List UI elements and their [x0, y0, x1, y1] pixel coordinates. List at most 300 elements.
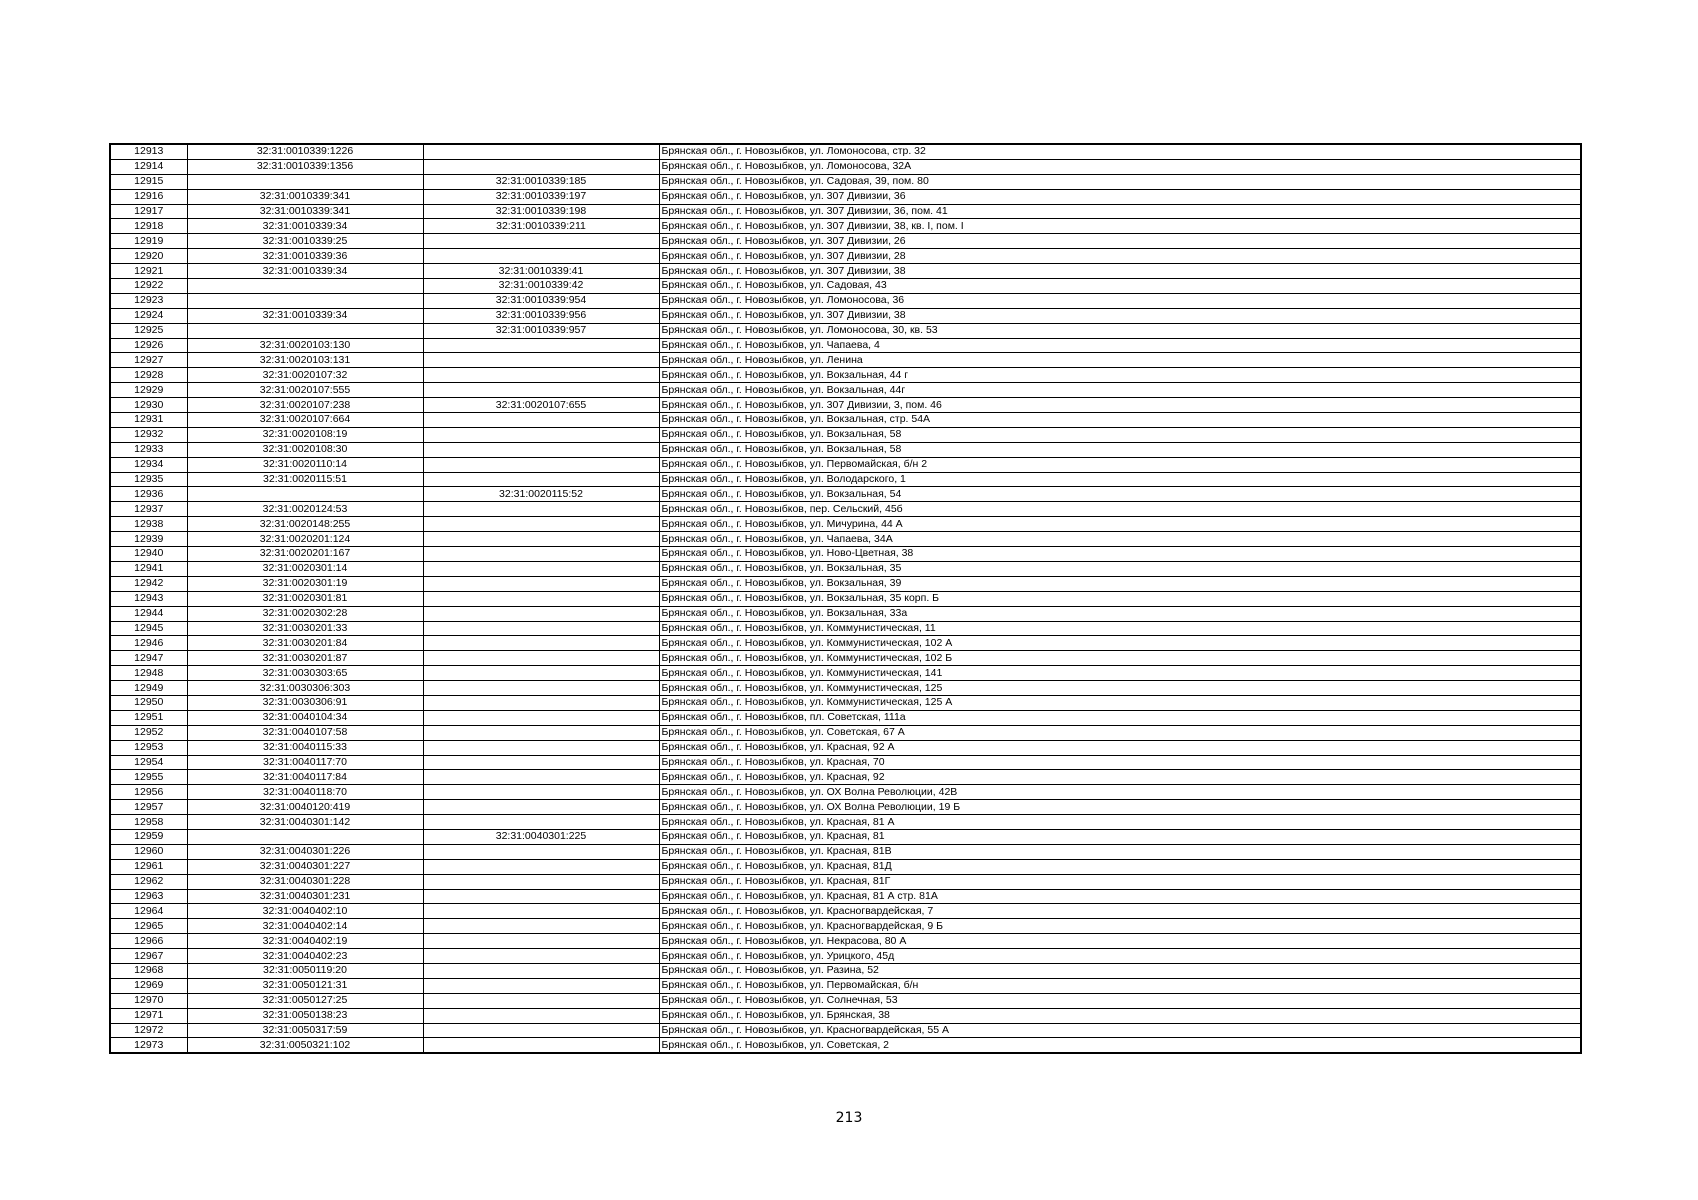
cadastral-number-cell: [423, 859, 659, 874]
address-cell: Брянская обл., г. Новозыбков, ул. Володарского, 1: [659, 472, 1581, 487]
address-cell: Брянская обл., г. Новозыбков, ул. Коммунистическая, 11: [659, 621, 1581, 636]
table-row: [110, 442, 1581, 457]
parent-cadastral-number-cell: [187, 487, 423, 502]
table-row: [110, 695, 1581, 710]
parent-cadastral-number-cell: 32:31:0020301:81: [187, 591, 423, 606]
cadastral-number-cell: [423, 576, 659, 591]
row-number-cell: 12934: [110, 457, 187, 472]
table-row: [110, 532, 1581, 547]
address-cell: Брянская обл., г. Новозыбков, ул. Вокзальная, 39: [659, 576, 1581, 591]
address-cell: Брянская обл., г. Новозыбков, ул. Красная, 92: [659, 770, 1581, 785]
row-number-cell: 12925: [110, 323, 187, 338]
table-row: [110, 829, 1581, 844]
cadastral-number-cell: [423, 368, 659, 383]
address-cell: Брянская обл., г. Новозыбков, ул. Красная, 81: [659, 829, 1581, 844]
address-cell: Брянская обл., г. Новозыбков, ул. Советская, 2: [659, 1038, 1581, 1053]
row-number-cell: 12946: [110, 636, 187, 651]
table-row: [110, 413, 1581, 428]
row-number-cell: 12950: [110, 695, 187, 710]
address-cell: Брянская обл., г. Новозыбков, ул. Вокзальная, 58: [659, 427, 1581, 442]
row-number-cell: 12938: [110, 517, 187, 532]
parent-cadastral-number-cell: 32:31:0040402:23: [187, 949, 423, 964]
row-number-cell: 12965: [110, 919, 187, 934]
row-number-cell: 12957: [110, 800, 187, 815]
row-number-cell: 12926: [110, 338, 187, 353]
table-row: [110, 770, 1581, 785]
cadastral-number-cell: [423, 904, 659, 919]
cadastral-number-cell: [423, 949, 659, 964]
parent-cadastral-number-cell: 32:31:0040301:228: [187, 874, 423, 889]
row-number-cell: 12935: [110, 472, 187, 487]
cadastral-number-cell: [423, 755, 659, 770]
cadastral-number-cell: [423, 442, 659, 457]
address-cell: Брянская обл., г. Новозыбков, пл. Советская, 111а: [659, 710, 1581, 725]
table-row: [110, 472, 1581, 487]
table-row: [110, 963, 1581, 978]
address-cell: Брянская обл., г. Новозыбков, ул. Садовая, 43: [659, 279, 1581, 294]
table-row: [110, 487, 1581, 502]
parent-cadastral-number-cell: 32:31:0010339:25: [187, 234, 423, 249]
parent-cadastral-number-cell: 32:31:0020103:131: [187, 353, 423, 368]
parent-cadastral-number-cell: 32:31:0020302:28: [187, 606, 423, 621]
row-number-cell: 12955: [110, 770, 187, 785]
address-cell: Брянская обл., г. Новозыбков, ул. 307 Дивизии, 36, пом. 41: [659, 204, 1581, 219]
cadastral-number-cell: 32:31:0010339:211: [423, 219, 659, 234]
cadastral-number-cell: [423, 1023, 659, 1038]
address-cell: Брянская обл., г. Новозыбков, ул. Коммунистическая, 125: [659, 681, 1581, 696]
cadastral-number-cell: [423, 517, 659, 532]
address-cell: Брянская обл., г. Новозыбков, ул. Ломоносова, 30, кв. 53: [659, 323, 1581, 338]
table-row: [110, 502, 1581, 517]
address-cell: Брянская обл., г. Новозыбков, ул. Вокзальная, 35: [659, 561, 1581, 576]
parent-cadastral-number-cell: 32:31:0020115:51: [187, 472, 423, 487]
parent-cadastral-number-cell: 32:31:0030201:84: [187, 636, 423, 651]
cadastral-number-cell: [423, 844, 659, 859]
address-cell: Брянская обл., г. Новозыбков, ул. 307 Дивизии, 38, кв. I, пом. I: [659, 219, 1581, 234]
table-row: [110, 1038, 1581, 1053]
cadastral-number-cell: [423, 770, 659, 785]
row-number-cell: 12943: [110, 591, 187, 606]
cadastral-number-cell: [423, 934, 659, 949]
parent-cadastral-number-cell: 32:31:0040117:70: [187, 755, 423, 770]
address-cell: Брянская обл., г. Новозыбков, ул. Первомайская, б/н 2: [659, 457, 1581, 472]
parent-cadastral-number-cell: 32:31:0050321:102: [187, 1038, 423, 1053]
table-row: [110, 889, 1581, 904]
address-cell: Брянская обл., г. Новозыбков, ул. Коммунистическая, 102 Б: [659, 651, 1581, 666]
address-cell: Брянская обл., г. Новозыбков, пер. Сельский, 45б: [659, 502, 1581, 517]
parent-cadastral-number-cell: 32:31:0010339:34: [187, 308, 423, 323]
parent-cadastral-number-cell: 32:31:0040402:10: [187, 904, 423, 919]
row-number-cell: 12932: [110, 427, 187, 442]
address-cell: Брянская обл., г. Новозыбков, ул. Вокзальная, 44г: [659, 383, 1581, 398]
row-number-cell: 12928: [110, 368, 187, 383]
table-row: [110, 740, 1581, 755]
table-row: [110, 234, 1581, 249]
address-cell: Брянская обл., г. Новозыбков, ул. Красная, 81Д: [659, 859, 1581, 874]
table-row: [110, 636, 1581, 651]
row-number-cell: 12949: [110, 681, 187, 696]
parent-cadastral-number-cell: [187, 829, 423, 844]
row-number-cell: 12941: [110, 561, 187, 576]
cadastral-number-cell: [423, 889, 659, 904]
row-number-cell: 12942: [110, 576, 187, 591]
address-cell: Брянская обл., г. Новозыбков, ул. Красная, 81 А стр. 81А: [659, 889, 1581, 904]
cadastral-number-cell: [423, 874, 659, 889]
table-row: [110, 666, 1581, 681]
cadastral-number-cell: [423, 457, 659, 472]
address-cell: Брянская обл., г. Новозыбков, ул. Красногвардейская, 9 Б: [659, 919, 1581, 934]
parent-cadastral-number-cell: 32:31:0040115:33: [187, 740, 423, 755]
parent-cadastral-number-cell: 32:31:0040120:419: [187, 800, 423, 815]
row-number-cell: 12971: [110, 1008, 187, 1023]
address-cell: Брянская обл., г. Новозыбков, ул. Коммунистическая, 125 А: [659, 695, 1581, 710]
cadastral-number-cell: 32:31:0010339:954: [423, 293, 659, 308]
row-number-cell: 12930: [110, 398, 187, 413]
parent-cadastral-number-cell: 32:31:0010339:1226: [187, 144, 423, 159]
cadastral-number-cell: [423, 591, 659, 606]
row-number-cell: 12913: [110, 144, 187, 159]
address-cell: Брянская обл., г. Новозыбков, ул. Ново-Цветная, 38: [659, 547, 1581, 562]
address-cell: Брянская обл., г. Новозыбков, ул. Ленина: [659, 353, 1581, 368]
row-number-cell: 12962: [110, 874, 187, 889]
address-cell: Брянская обл., г. Новозыбков, ул. 307 Дивизии, 28: [659, 249, 1581, 264]
row-number-cell: 12953: [110, 740, 187, 755]
cadastral-number-cell: [423, 1038, 659, 1053]
cadastral-number-cell: 32:31:0010339:197: [423, 189, 659, 204]
row-number-cell: 12939: [110, 532, 187, 547]
cadastral-number-cell: [423, 383, 659, 398]
address-cell: Брянская обл., г. Новозыбков, ул. 307 Дивизии, 3, пом. 46: [659, 398, 1581, 413]
address-cell: Брянская обл., г. Новозыбков, ул. Коммунистическая, 141: [659, 666, 1581, 681]
cadastral-number-cell: [423, 144, 659, 159]
row-number-cell: 12915: [110, 174, 187, 189]
cadastral-number-cell: [423, 532, 659, 547]
table-row: [110, 621, 1581, 636]
table-row: [110, 755, 1581, 770]
cadastral-number-cell: [423, 993, 659, 1008]
address-cell: Брянская обл., г. Новозыбков, ул. Красная, 81В: [659, 844, 1581, 859]
table-row: [110, 710, 1581, 725]
cadastral-number-cell: [423, 919, 659, 934]
table-row: [110, 338, 1581, 353]
table-row: [110, 249, 1581, 264]
parent-cadastral-number-cell: 32:31:0040301:142: [187, 815, 423, 830]
cadastral-number-cell: [423, 725, 659, 740]
cadastral-number-cell: [423, 651, 659, 666]
address-cell: Брянская обл., г. Новозыбков, ул. Вокзальная, 35 корп. Б: [659, 591, 1581, 606]
address-cell: Брянская обл., г. Новозыбков, ул. 307 Дивизии, 26: [659, 234, 1581, 249]
address-cell: Брянская обл., г. Новозыбков, ул. 307 Дивизии, 38: [659, 264, 1581, 279]
row-number-cell: 12959: [110, 829, 187, 844]
table-row: [110, 279, 1581, 294]
table-body: [110, 144, 1581, 1053]
parent-cadastral-number-cell: 32:31:0050138:23: [187, 1008, 423, 1023]
row-number-cell: 12933: [110, 442, 187, 457]
table-row: [110, 651, 1581, 666]
row-number-cell: 12936: [110, 487, 187, 502]
page-number: 213: [835, 1110, 863, 1126]
cadastral-number-cell: 32:31:0010339:198: [423, 204, 659, 219]
row-number-cell: 12929: [110, 383, 187, 398]
parent-cadastral-number-cell: 32:31:0040107:58: [187, 725, 423, 740]
table-row: [110, 591, 1581, 606]
parent-cadastral-number-cell: 32:31:0020301:19: [187, 576, 423, 591]
table-row: [110, 904, 1581, 919]
cadastral-number-cell: [423, 159, 659, 174]
address-cell: Брянская обл., г. Новозыбков, ул. Красная, 81 А: [659, 815, 1581, 830]
parent-cadastral-number-cell: 32:31:0040301:227: [187, 859, 423, 874]
address-cell: Брянская обл., г. Новозыбков, ул. Вокзальная, 58: [659, 442, 1581, 457]
address-cell: Брянская обл., г. Новозыбков, ул. Вокзальная, 33а: [659, 606, 1581, 621]
cadastral-number-cell: [423, 561, 659, 576]
table-row: [110, 844, 1581, 859]
row-number-cell: 12937: [110, 502, 187, 517]
row-number-cell: 12944: [110, 606, 187, 621]
cadastral-number-cell: [423, 710, 659, 725]
table-row: [110, 517, 1581, 532]
row-number-cell: 12921: [110, 264, 187, 279]
parent-cadastral-number-cell: 32:31:0040402:14: [187, 919, 423, 934]
parent-cadastral-number-cell: 32:31:0030306:303: [187, 681, 423, 696]
address-cell: Брянская обл., г. Новозыбков, ул. Красногвардейская, 55 А: [659, 1023, 1581, 1038]
row-number-cell: 12958: [110, 815, 187, 830]
row-number-cell: 12966: [110, 934, 187, 949]
table-row: [110, 978, 1581, 993]
parent-cadastral-number-cell: 32:31:0050317:59: [187, 1023, 423, 1038]
parent-cadastral-number-cell: 32:31:0020301:14: [187, 561, 423, 576]
row-number-cell: 12964: [110, 904, 187, 919]
address-cell: Брянская обл., г. Новозыбков, ул. 307 Дивизии, 38: [659, 308, 1581, 323]
cadastral-number-cell: 32:31:0010339:185: [423, 174, 659, 189]
table-row: [110, 919, 1581, 934]
address-cell: Брянская обл., г. Новозыбков, ул. Солнечная, 53: [659, 993, 1581, 1008]
address-cell: Брянская обл., г. Новозыбков, ул. Вокзальная, 44 г: [659, 368, 1581, 383]
address-cell: Брянская обл., г. Новозыбков, ул. Красная, 81Г: [659, 874, 1581, 889]
table-row: [110, 815, 1581, 830]
parent-cadastral-number-cell: [187, 279, 423, 294]
parent-cadastral-number-cell: [187, 293, 423, 308]
cadastral-number-cell: [423, 666, 659, 681]
row-number-cell: 12961: [110, 859, 187, 874]
parent-cadastral-number-cell: 32:31:0020201:124: [187, 532, 423, 547]
parent-cadastral-number-cell: [187, 323, 423, 338]
cadastral-number-cell: [423, 413, 659, 428]
table-row: [110, 293, 1581, 308]
table-row: [110, 800, 1581, 815]
cadastral-number-cell: 32:31:0010339:957: [423, 323, 659, 338]
table-row: [110, 457, 1581, 472]
cadastral-number-cell: 32:31:0010339:42: [423, 279, 659, 294]
row-number-cell: 12919: [110, 234, 187, 249]
parent-cadastral-number-cell: 32:31:0050119:20: [187, 963, 423, 978]
parent-cadastral-number-cell: 32:31:0020108:30: [187, 442, 423, 457]
cadastral-number-cell: [423, 606, 659, 621]
cadastral-number-cell: [423, 621, 659, 636]
table-row: [110, 934, 1581, 949]
parent-cadastral-number-cell: 32:31:0040117:84: [187, 770, 423, 785]
address-cell: Брянская обл., г. Новозыбков, ул. Красногвардейская, 7: [659, 904, 1581, 919]
table-row: [110, 219, 1581, 234]
row-number-cell: 12940: [110, 547, 187, 562]
table-row: [110, 189, 1581, 204]
address-cell: Брянская обл., г. Новозыбков, ул. Чапаева, 34А: [659, 532, 1581, 547]
cadastral-number-cell: 32:31:0020115:52: [423, 487, 659, 502]
cadastral-number-cell: 32:31:0040301:225: [423, 829, 659, 844]
row-number-cell: 12956: [110, 785, 187, 800]
cadastral-number-cell: [423, 502, 659, 517]
cadastral-number-cell: [423, 636, 659, 651]
row-number-cell: 12963: [110, 889, 187, 904]
parent-cadastral-number-cell: 32:31:0020107:32: [187, 368, 423, 383]
address-cell: Брянская обл., г. Новозыбков, ул. Красная, 70: [659, 755, 1581, 770]
row-number-cell: 12916: [110, 189, 187, 204]
address-cell: Брянская обл., г. Новозыбков, ул. Ломоносова, 36: [659, 293, 1581, 308]
address-cell: Брянская обл., г. Новозыбков, ул. Урицкого, 45д: [659, 949, 1581, 964]
cadastral-number-cell: [423, 427, 659, 442]
cadastral-number-cell: [423, 472, 659, 487]
cadastral-number-cell: [423, 963, 659, 978]
parent-cadastral-number-cell: 32:31:0030306:91: [187, 695, 423, 710]
table-row: [110, 576, 1581, 591]
row-number-cell: 12970: [110, 993, 187, 1008]
table-row: [110, 353, 1581, 368]
cadastral-number-cell: 32:31:0010339:956: [423, 308, 659, 323]
cadastral-number-cell: [423, 785, 659, 800]
row-number-cell: 12927: [110, 353, 187, 368]
parent-cadastral-number-cell: 32:31:0030201:87: [187, 651, 423, 666]
parent-cadastral-number-cell: 32:31:0020107:555: [187, 383, 423, 398]
parent-cadastral-number-cell: 32:31:0020107:664: [187, 413, 423, 428]
cadastral-number-cell: [423, 978, 659, 993]
table-row: [110, 859, 1581, 874]
address-cell: Брянская обл., г. Новозыбков, ул. Чапаева, 4: [659, 338, 1581, 353]
address-cell: Брянская обл., г. Новозыбков, ул. 307 Дивизии, 36: [659, 189, 1581, 204]
cadastral-number-cell: [423, 547, 659, 562]
address-cell: Брянская обл., г. Новозыбков, ул. Коммунистическая, 102 А: [659, 636, 1581, 651]
parent-cadastral-number-cell: [187, 174, 423, 189]
table-row: [110, 547, 1581, 562]
cadastral-number-cell: [423, 249, 659, 264]
cadastral-number-cell: [423, 740, 659, 755]
parent-cadastral-number-cell: 32:31:0020103:130: [187, 338, 423, 353]
cadastral-number-cell: [423, 695, 659, 710]
row-number-cell: 12917: [110, 204, 187, 219]
row-number-cell: 12973: [110, 1038, 187, 1053]
parent-cadastral-number-cell: 32:31:0040402:19: [187, 934, 423, 949]
parent-cadastral-number-cell: 32:31:0040104:34: [187, 710, 423, 725]
table-row: [110, 398, 1581, 413]
address-cell: Брянская обл., г. Новозыбков, ул. Садовая, 39, пом. 80: [659, 174, 1581, 189]
parent-cadastral-number-cell: 32:31:0020148:255: [187, 517, 423, 532]
parent-cadastral-number-cell: 32:31:0010339:34: [187, 264, 423, 279]
address-cell: Брянская обл., г. Новозыбков, ул. Ломоносова, стр. 32: [659, 144, 1581, 159]
table-row: [110, 606, 1581, 621]
row-number-cell: 12918: [110, 219, 187, 234]
parent-cadastral-number-cell: 32:31:0040301:231: [187, 889, 423, 904]
row-number-cell: 12969: [110, 978, 187, 993]
row-number-cell: 12945: [110, 621, 187, 636]
parent-cadastral-number-cell: 32:31:0010339:341: [187, 189, 423, 204]
row-number-cell: 12920: [110, 249, 187, 264]
row-number-cell: 12914: [110, 159, 187, 174]
table-row: [110, 427, 1581, 442]
address-cell: Брянская обл., г. Новозыбков, ул. ОХ Волна Революции, 42В: [659, 785, 1581, 800]
parent-cadastral-number-cell: 32:31:0020108:19: [187, 427, 423, 442]
row-number-cell: 12923: [110, 293, 187, 308]
table-row: [110, 308, 1581, 323]
address-cell: Брянская обл., г. Новозыбков, ул. Некрасова, 80 А: [659, 934, 1581, 949]
row-number-cell: 12951: [110, 710, 187, 725]
address-cell: Брянская обл., г. Новозыбков, ул. Разина, 52: [659, 963, 1581, 978]
table-row: [110, 1008, 1581, 1023]
table-row: [110, 159, 1581, 174]
table-row: [110, 785, 1581, 800]
cadastral-number-cell: [423, 681, 659, 696]
address-cell: Брянская обл., г. Новозыбков, ул. Брянская, 38: [659, 1008, 1581, 1023]
address-cell: Брянская обл., г. Новозыбков, ул. Советская, 67 А: [659, 725, 1581, 740]
table-row: [110, 681, 1581, 696]
table-row: [110, 174, 1581, 189]
row-number-cell: 12948: [110, 666, 187, 681]
parent-cadastral-number-cell: 32:31:0020124:53: [187, 502, 423, 517]
cadastral-number-cell: [423, 800, 659, 815]
row-number-cell: 12922: [110, 279, 187, 294]
row-number-cell: 12960: [110, 844, 187, 859]
table-row: [110, 368, 1581, 383]
table-row: [110, 144, 1581, 159]
row-number-cell: 12967: [110, 949, 187, 964]
parent-cadastral-number-cell: 32:31:0020201:167: [187, 547, 423, 562]
row-number-cell: 12952: [110, 725, 187, 740]
table-row: [110, 874, 1581, 889]
address-cell: Брянская обл., г. Новозыбков, ул. Ломоносова, 32А: [659, 159, 1581, 174]
parent-cadastral-number-cell: 32:31:0010339:36: [187, 249, 423, 264]
parent-cadastral-number-cell: 32:31:0030303:65: [187, 666, 423, 681]
parent-cadastral-number-cell: 32:31:0050127:25: [187, 993, 423, 1008]
table-row: [110, 204, 1581, 219]
table-row: [110, 1023, 1581, 1038]
address-cell: Брянская обл., г. Новозыбков, ул. Первомайская, б/н: [659, 978, 1581, 993]
table-row: [110, 993, 1581, 1008]
row-number-cell: 12954: [110, 755, 187, 770]
parent-cadastral-number-cell: 32:31:0020107:238: [187, 398, 423, 413]
row-number-cell: 12972: [110, 1023, 187, 1038]
row-number-cell: 12931: [110, 413, 187, 428]
cadastral-register-table: [109, 143, 1582, 1054]
address-cell: Брянская обл., г. Новозыбков, ул. Мичурина, 44 А: [659, 517, 1581, 532]
address-cell: Брянская обл., г. Новозыбков, ул. ОХ Волна Революции, 19 Б: [659, 800, 1581, 815]
cadastral-number-cell: [423, 1008, 659, 1023]
table-row: [110, 383, 1581, 398]
cadastral-number-cell: 32:31:0010339:41: [423, 264, 659, 279]
cadastral-number-cell: [423, 353, 659, 368]
parent-cadastral-number-cell: 32:31:0050121:31: [187, 978, 423, 993]
cadastral-number-cell: 32:31:0020107:655: [423, 398, 659, 413]
parent-cadastral-number-cell: 32:31:0020110:14: [187, 457, 423, 472]
parent-cadastral-number-cell: 32:31:0010339:341: [187, 204, 423, 219]
parent-cadastral-number-cell: 32:31:0040301:226: [187, 844, 423, 859]
cadastral-number-cell: [423, 815, 659, 830]
table-row: [110, 725, 1581, 740]
table-row: [110, 323, 1581, 338]
row-number-cell: 12968: [110, 963, 187, 978]
row-number-cell: 12947: [110, 651, 187, 666]
parent-cadastral-number-cell: 32:31:0010339:1356: [187, 159, 423, 174]
table-row: [110, 264, 1581, 279]
table-row: [110, 561, 1581, 576]
cadastral-number-cell: [423, 338, 659, 353]
address-cell: Брянская обл., г. Новозыбков, ул. Вокзальная, 54: [659, 487, 1581, 502]
